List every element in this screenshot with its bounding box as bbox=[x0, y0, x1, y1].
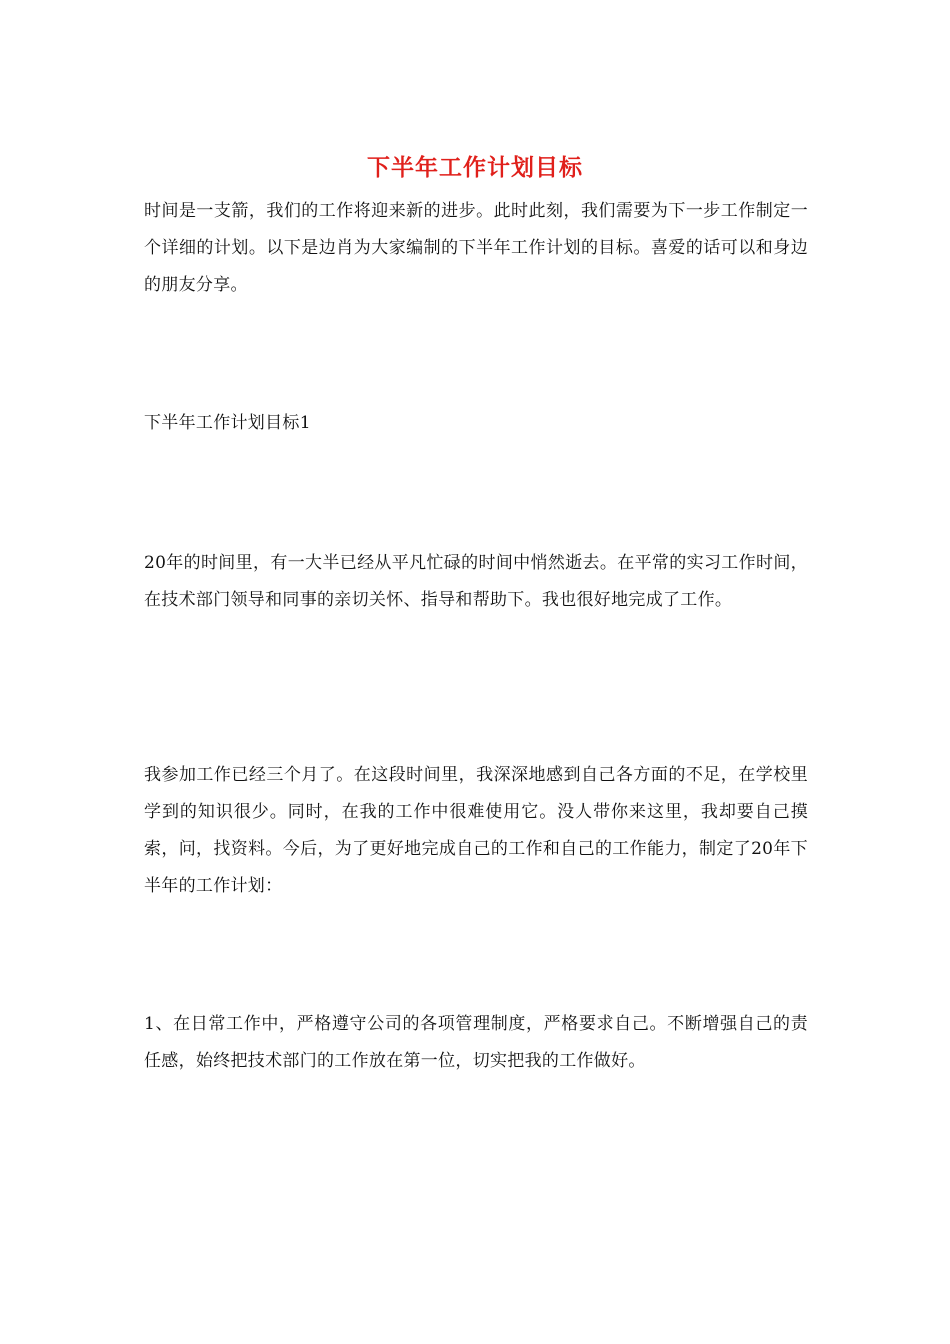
body-paragraph: 我参加工作已经三个月了。在这段时间里，我深深地感到自己各方面的不足，在学校里学到的知识很少。同时，在我的工作中很难使用它。没人带你来这里，我却要自己摸索，问，找资料。今后，为了更好地完成自己的工作和自己的工作能力，制定了20年下半年的工作计划： bbox=[144, 765, 808, 896]
body-paragraph: 20年的时间里，有一大半已经从平凡忙碌的时间中悄然逝去。在平常的实习工作时间，在技术部门领导和同事的亲切关怀、指导和帮助下。我也很好地完成了工作。 bbox=[144, 553, 808, 610]
document-title: 下半年工作计划目标 bbox=[367, 154, 583, 181]
intro-paragraph: 时间是一支箭，我们的工作将迎来新的进步。此时此刻，我们需要为下一步工作制定一个详细的计划。以下是边肖为大家编制的下半年工作计划的目标。喜爱的话可以和身边的朋友分享。 bbox=[144, 201, 808, 295]
section-heading: 下半年工作计划目标1 bbox=[144, 413, 311, 433]
list-item-paragraph: 1、在日常工作中，严格遵守公司的各项管理制度，严格要求自己。不断增强自己的责任感，始终把技术部门的工作放在第一位，切实把我的工作做好。 bbox=[144, 1014, 808, 1071]
